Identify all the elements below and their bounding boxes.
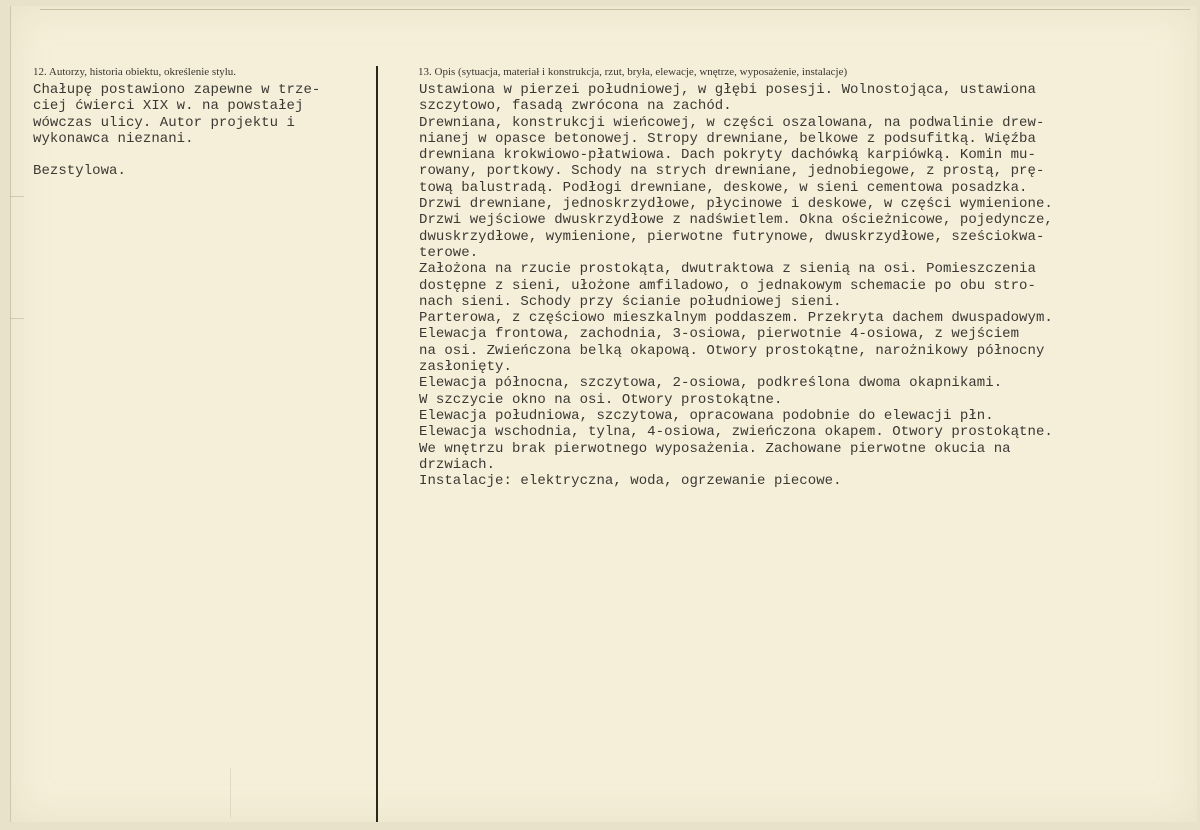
column-divider — [376, 66, 378, 822]
section-13-heading: 13. Opis (sytuacja, materiał i konstrukcja, rzut, bryła, elewacje, wnętrze, wyposażenie, instalacje) — [418, 66, 848, 78]
edge-mark — [10, 318, 24, 319]
top-rule — [40, 9, 1190, 10]
section-12-text: Chałupę postawiono zapewne w trze- ciej ćwierci XIX w. na powstałej wówczas ulicy. Autor projektu i wykonawca nieznani. — [33, 82, 321, 147]
show-through-frame — [230, 768, 231, 818]
section-12-heading: 12. Autorzy, historia obiektu, określenie stylu. — [33, 66, 237, 78]
section-12-style: Bezstylowa. — [33, 163, 126, 179]
edge-mark — [10, 196, 24, 197]
section-13-text: Ustawiona w pierzei południowej, w głębi posesji. Wolnostojąca, ustawiona szczytowo, fasadą zwrócona na zachód. Drewniana, konstrukcji wieńcowej, w części oszalowana, na podwalinie drew- nianej w opasce betonowej. Stropy drewniane, belkowe z podsufitką. Więźba drewniana krokwiowo-płatwiowa. Dach pokryty dachówką karpiówką. Komin mu- rowany, portkowy. Schody na strych drewniane, jednobiegowe, z prostą, prę- tową balustradą. Podłogi drewniane, deskowe, w sieni cementowa posadzka. Drzwi drewniane, jednoskrzydłowe, płycinowe i deskowe, w części wymienione. Drzwi wejściowe dwuskrzydłowe z nadświetlem. Okna ościeżnicowe, pojedyncze, dwuskrzydłowe, wymienione, pierwotne futrynowe, dwuskrzydłowe, sześciokwa- terowe. Założona na rzucie prostokąta, dwutraktowa z sienią na osi. Pomieszczenia dostępne z sieni, ułożone amfiladowo, o jednakowym schemacie po obu stro- nach sieni. Schody przy ścianie południowej sieni. Parterowa, z częściowo mieszkalnym poddaszem. Przekryta dachem dwuspadowym. Elewacja frontowa, zachodnia, 3-osiowa, pierwotnie 4-osiowa, z wejściem na osi. Zwieńczona belką okapową. Otwory prostokątne, narożnikowy północny zasłonięty. Elewacja północna, szczytowa, 2-osiowa, podkreślona dwoma okapnikami. W szczycie okno na osi. Otwory prostokątne. Elewacja południowa, szczytowa, opracowana podobnie do elewacji płn. Elewacja wschodnia, tylna, 4-osiowa, zwieńczona okapem. Otwory prostokątne. We wnętrzu brak pierwotnego wyposażenia. Zachowane pierwotne okucia na drzwiach. Instalacje: elektryczna, woda, ogrzewanie piecowe. — [419, 82, 1053, 490]
